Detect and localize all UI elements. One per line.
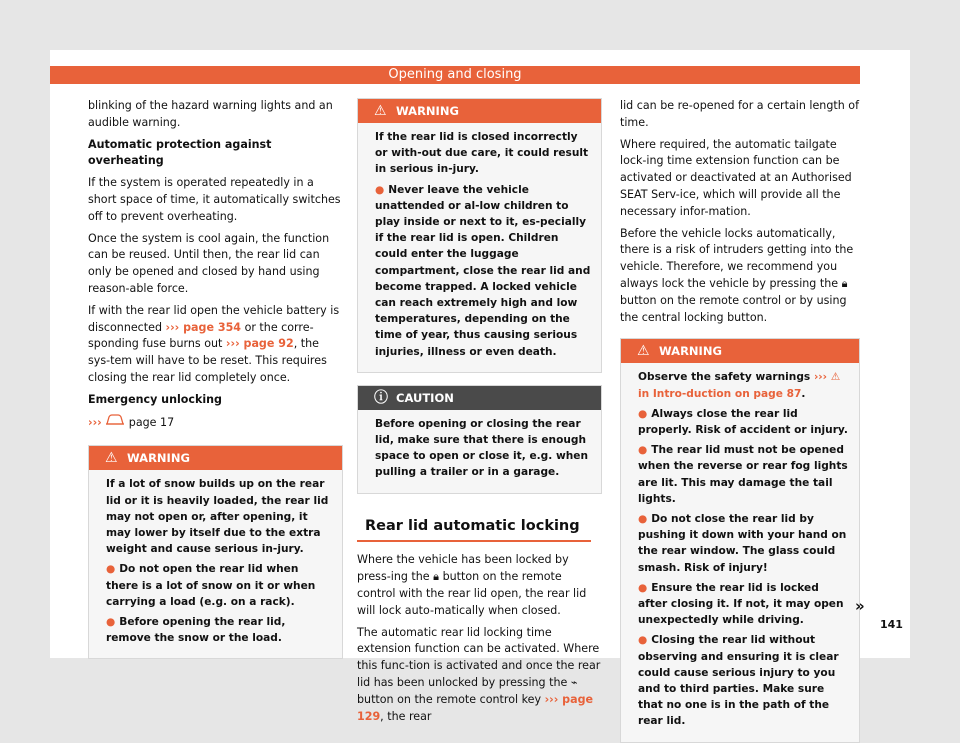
text: , the sys-tem will have to be reset. This requires closing the rear lid completely once. <box>88 337 327 384</box>
lock-icon: 🔒︎ <box>841 276 848 290</box>
bullet-text: Do not open the rear lid when there is a lot of snow on it or when carrying a load (e.g. on a rack). <box>106 563 316 608</box>
subheading: Emergency unlocking <box>88 392 222 406</box>
unlock-key-icon: ⌁ <box>570 676 578 690</box>
warning-text: If the rear lid is closed incorrectly or with-out due care, it could result in serious in-jury. <box>375 131 589 176</box>
warning-triangle-icon: ⚠ <box>830 371 841 384</box>
warning-body <box>621 363 859 741</box>
caution-box <box>357 385 602 494</box>
warning-text: If a lot of snow builds up on the rear lid or it is heavily loaded, the rear lid may not open or, after opening, it may lower by itself due to the extra weight and cause serious in-jury. <box>106 478 329 556</box>
text: If with the rear lid open the vehicle battery is disconnected <box>88 303 340 334</box>
warning-header <box>358 99 601 123</box>
continue-mark: » <box>855 597 865 615</box>
caution-title: CAUTION <box>396 390 454 405</box>
caution-text: Before opening or closing the rear lid, make sure that there is enough space to open or close it, e.g. when pulling a trailer or in a garage. <box>375 417 589 479</box>
text: or the corre-sponding fuse burns out <box>88 320 314 351</box>
caution-body <box>358 410 601 493</box>
bullet-item: ● Always close the rear lid properly. Risk of accident or injury. <box>638 407 848 436</box>
page-link[interactable]: ››› page 354 <box>165 320 242 334</box>
warning-body <box>358 123 601 372</box>
text: The automatic rear lid locking time extension function can be activated. Where this func-tion is activated and once the rear lid has been unlocked by pressing the <box>357 625 601 690</box>
bullet-text: Always close the rear lid properly. Risk of accident or injury. <box>638 407 848 436</box>
warning-triangle-icon: ⚠ <box>105 450 118 467</box>
paragraph <box>620 226 860 327</box>
caution-header <box>358 386 601 410</box>
paragraph: blinking of the hazard warning lights and an audible warning. <box>88 99 333 129</box>
warning-intro <box>638 369 849 401</box>
text: button on the remote control or by using the central locking button. <box>620 293 847 324</box>
car-rear-icon <box>105 414 125 432</box>
text: Where the vehicle has been locked by press-ing the <box>357 553 569 584</box>
warning-title: WARNING <box>127 451 190 466</box>
lock-icon: 🔒︎ <box>433 570 440 584</box>
paragraph: lid can be re-opened for a certain length of time. <box>620 99 859 129</box>
ref-text: in Intro-duction on page 87 <box>638 387 802 400</box>
bullet-item: ● Do not open the rear lid when there is a lot of snow on it or when carrying a load (e.g. on a rack). <box>106 563 316 608</box>
bullet-item: ● Do not close the rear lid by pushing it down with your hand on the rear window. The glass could smash. Risk of injury! <box>638 512 847 574</box>
bullet-text: Closing the rear lid without observing and ensuring it is clear could cause serious injury to you and to third parties. Make sure that no one is in the path of the rear lid. <box>638 634 839 728</box>
paragraph: If the system is operated repeatedly in a short space of time, it automatically switches off to prevent overheating. <box>88 176 341 223</box>
column-middle <box>357 98 602 730</box>
warning-box <box>620 338 860 742</box>
bullet-text: Do not close the rear lid by pushing it down with your hand on the rear window. The glass could smash. Risk of injury! <box>638 512 847 574</box>
section-title: Rear lid automatic locking <box>357 518 591 543</box>
bullet-text: Never leave the vehicle unattended or al-low children to play inside or next to it, es-pecially if the rear lid is open. Children could enter the luggage compartment, close the rear lid and become trapped. A locked vehicle can reach extremely high and low temperatures, depending on the time of year, thus causing serious injuries, illness or even death. <box>375 183 591 358</box>
column-right <box>620 98 860 743</box>
bullet-item: ● Before opening the rear lid, remove the snow or the load. <box>106 615 286 645</box>
text: . <box>801 387 806 400</box>
warning-triangle-icon: ⚠ <box>637 343 650 360</box>
paragraph: Where required, the automatic tailgate lock-ing time extension function can be activated or deactivated at an Authorised SEAT Serv-ice, which will provide all the necessary infor-mation. <box>620 137 852 218</box>
bullet-text: Before opening the rear lid, remove the snow or the load. <box>106 615 286 645</box>
text: button on the remote control with the rear lid open, the rear lid will lock auto-matically when closed. <box>357 570 587 617</box>
bullet-item: ● The rear lid must not be opened when the reverse or rear fog lights are lit. This may damage the tail lights. <box>638 444 848 505</box>
bullet-item: ● Closing the rear lid without observing and ensuring it is clear could cause serious injury to you and to third parties. Make sure that no one is in the path of the rear lid. <box>638 634 839 728</box>
text: Observe the safety warnings <box>638 371 811 384</box>
warning-box <box>88 445 343 659</box>
page-header: Opening and closing <box>50 66 860 84</box>
warning-body <box>89 470 342 658</box>
bullet-item: ● Never leave the vehicle unattended or al-low children to play inside or next to it, es-pecially if the rear lid is open. Children could enter the luggage compartment, close the rear lid and become trapped. A locked vehicle can reach extremely high and low temperatures, depending on the time of year, thus causing serious injuries, illness or even death. <box>375 183 591 358</box>
page-link[interactable]: ››› page 92 <box>225 337 294 351</box>
paragraph <box>88 303 343 387</box>
bullet-item: ● Ensure the rear lid is locked after closing it. If not, it may open unexpectedly while driving. <box>638 581 844 627</box>
bullet-text: Ensure the rear lid is locked after closing it. If not, it may open unexpectedly while driving. <box>638 581 844 627</box>
bullet-text: The rear lid must not be opened when the reverse or rear fog lights are lit. This may damage the tail lights. <box>638 444 848 505</box>
ref-arrows: ››› <box>88 415 102 429</box>
warning-header <box>89 446 342 470</box>
subheading: Automatic protection against overheating <box>88 137 272 168</box>
ref-page: page 17 <box>128 415 175 429</box>
column-left <box>88 98 343 659</box>
cross-reference[interactable] <box>88 414 343 432</box>
warning-box <box>357 98 602 373</box>
page-number: 141 <box>880 618 903 631</box>
warning-triangle-icon: ⚠ <box>374 103 387 119</box>
caution-circle-icon: ⓘ <box>374 389 388 406</box>
text: Before the vehicle locks automatically, there is a risk of intruders getting into the vehicle. Therefore, we recommend you always lock the vehicle by pressing the <box>620 226 854 290</box>
paragraph <box>357 552 602 619</box>
paragraph <box>357 625 602 726</box>
warning-header <box>621 339 859 363</box>
paragraph: Once the system is cool again, the function can be reused. Until then, the rear lid can only be opened and closed by hand using reason-able force. <box>88 231 330 295</box>
warning-title: WARNING <box>659 344 722 359</box>
text: button on the remote control key <box>357 692 542 706</box>
warning-title: WARNING <box>396 104 459 118</box>
ref-arrows: ››› <box>813 371 828 384</box>
page-link[interactable]: ››› page 129 <box>357 692 594 723</box>
text: , the rear <box>380 709 432 723</box>
